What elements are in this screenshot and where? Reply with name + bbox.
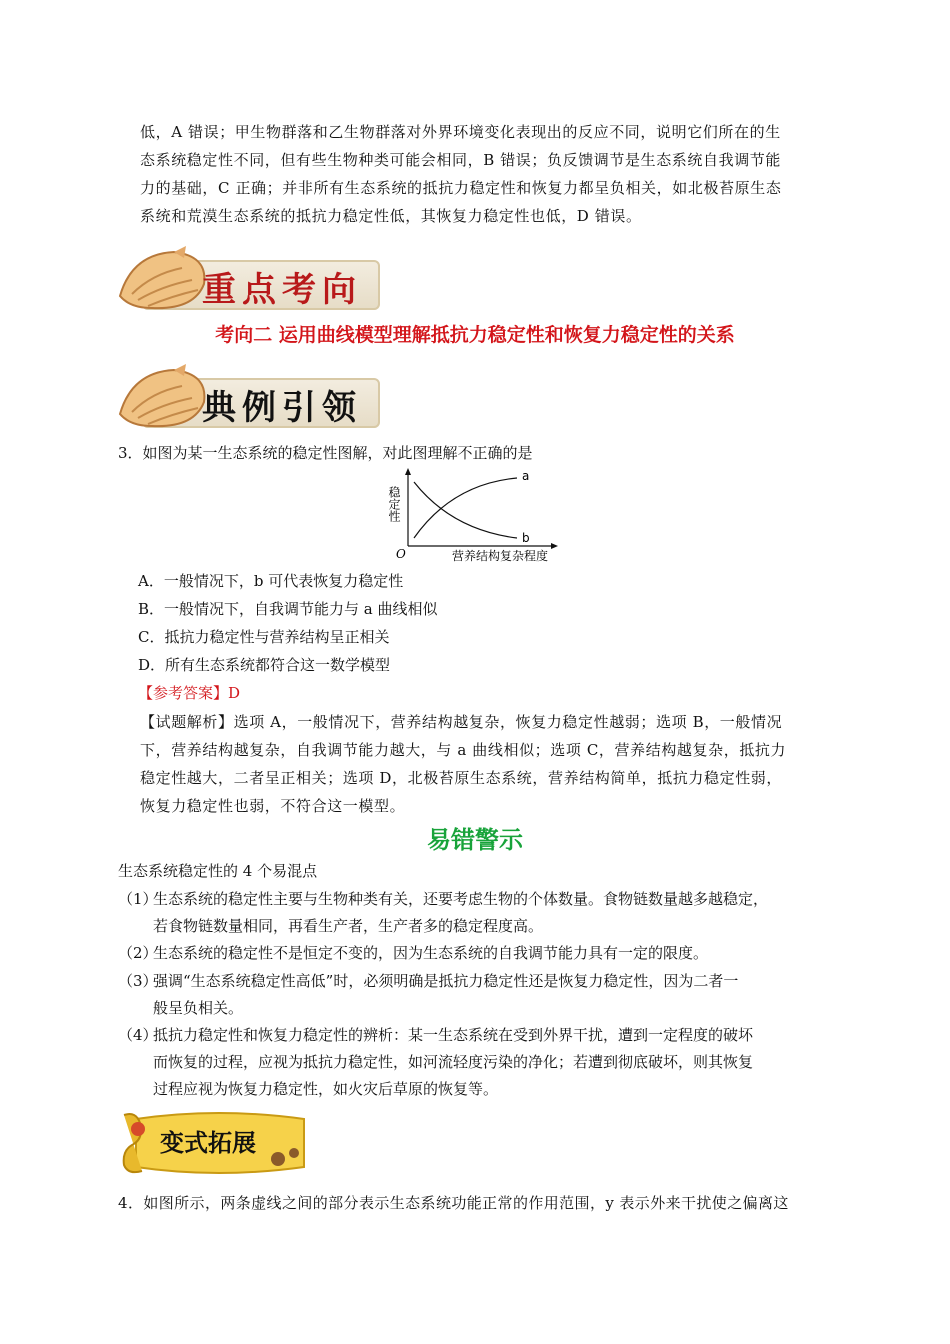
y-axis-arrow bbox=[405, 468, 411, 475]
intro-paragraph bbox=[140, 118, 840, 230]
analysis-line: 恢复力稳定性也弱，不符合这一模型。 bbox=[140, 797, 406, 815]
reference-answer: 【参考答案】D bbox=[138, 684, 241, 702]
intro-line: 系统和荒漠生态系统的抵抗力稳定性低，其恢复力稳定性也低，D 错误。 bbox=[140, 207, 642, 225]
item-line: 般呈负相关。 bbox=[153, 999, 244, 1017]
item-line: 生态系统的稳定性不是恒定不变的，因为生态系统的自我调节能力具有一定的限度。 bbox=[153, 944, 709, 962]
analysis-line: 下，营养结构越复杂，自我调节能力越大，与 a 曲线相似；选项 C，营养结构越复杂，抵抗力 bbox=[140, 741, 787, 759]
conch-shell-icon bbox=[112, 244, 212, 316]
banner-title: 重点考向 bbox=[202, 270, 362, 310]
option-b: B．一般情况下，自我调节能力与 a 曲线相似 bbox=[138, 600, 438, 618]
series-label-b: b bbox=[522, 531, 530, 545]
key-focus-banner bbox=[112, 240, 380, 320]
item-number: （3） bbox=[118, 972, 158, 990]
item-line: 而恢复的过程，应视为抵抗力稳定性，如河流轻度污染的净化；若遭到彻底破坏，则其恢复 bbox=[153, 1053, 754, 1071]
intro-line: 力的基础，C 正确；并非所有生态系统的抵抗力稳定性和恢复力都呈负相关，如北极苔原生态 bbox=[140, 179, 782, 197]
item-line: 过程应视为恢复力稳定性，如火灾后草原的恢复等。 bbox=[153, 1080, 499, 1098]
section-title: 考向二 运用曲线模型理解抵抗力稳定性和恢复力稳定性的关系 bbox=[215, 324, 735, 346]
series-line-a bbox=[414, 478, 517, 538]
x-axis-label: 营养结构复杂程度 bbox=[452, 549, 549, 563]
analysis-paragraph bbox=[140, 708, 840, 820]
question-3-stem: 3．如图为某一生态系统的稳定性图解，对此图理解不正确的是 bbox=[118, 444, 533, 462]
warning-title: 易错警示 bbox=[427, 826, 523, 854]
analysis-line: 【试题解析】选项 A，一般情况下，营养结构越复杂，恢复力稳定性越弱；选项 B，一般情况 bbox=[140, 713, 783, 731]
item-number: （2） bbox=[118, 944, 158, 962]
item-line: 生态系统的稳定性主要与生物种类有关，还要考虑生物的个体数量。食物链数量越多越稳定， bbox=[153, 890, 769, 908]
analysis-line: 稳定性越大，二者呈正相关；选项 D，北极苔原生态系统，营养结构简单，抵抗力稳定性弱， bbox=[140, 769, 782, 787]
option-a: A．一般情况下，b 可代表恢复力稳定性 bbox=[138, 572, 404, 590]
intro-line: 低，A 错误；甲生物群落和乙生物群落对外界环境变化表现出的反应不同，说明它们所在的生 bbox=[140, 123, 781, 141]
item-number: （4） bbox=[118, 1026, 158, 1044]
intro-line: 态系统稳定性不同，但有些生物种类可能会相同，B 错误；负反馈调节是生态系统自我调节能 bbox=[140, 151, 781, 169]
item-line: 强调“生态系统稳定性高低”时，必须明确是抵抗力稳定性还是恢复力稳定性，因为二者一 bbox=[153, 972, 739, 990]
question-4-stem: 4．如图所示，两条虚线之间的部分表示生态系统功能正常的作用范围，y 表示外来干扰使之偏离这 bbox=[118, 1194, 789, 1212]
option-d: D．所有生态系统都符合这一数学模型 bbox=[138, 656, 391, 674]
option-c: C．抵抗力稳定性与营养结构呈正相关 bbox=[138, 628, 390, 646]
series-line-b bbox=[414, 482, 517, 538]
scroll-banner-graphic bbox=[118, 1105, 313, 1180]
x-axis-arrow bbox=[551, 543, 558, 549]
y-axis-label: 稳定性 bbox=[387, 486, 401, 522]
banner-title: 变式拓展 bbox=[160, 1128, 256, 1157]
item-number: （1） bbox=[118, 890, 158, 908]
item-line: 抵抗力稳定性和恢复力稳定性的辨析：某一生态系统在受到外界干扰，遭到一定程度的破坏 bbox=[153, 1026, 754, 1044]
banner-title: 典例引领 bbox=[202, 388, 362, 428]
item-line: 若食物链数量相同，再看生产者，生产者多的稳定程度高。 bbox=[153, 917, 544, 935]
origin-label: O bbox=[396, 547, 406, 561]
conch-shell-icon bbox=[112, 362, 212, 434]
stability-chart bbox=[387, 468, 562, 563]
series-label-a: a bbox=[522, 469, 530, 483]
variant-extension-banner bbox=[118, 1105, 313, 1180]
example-banner bbox=[112, 358, 380, 438]
warning-lead: 生态系统稳定性的 4 个易混点 bbox=[118, 862, 318, 880]
